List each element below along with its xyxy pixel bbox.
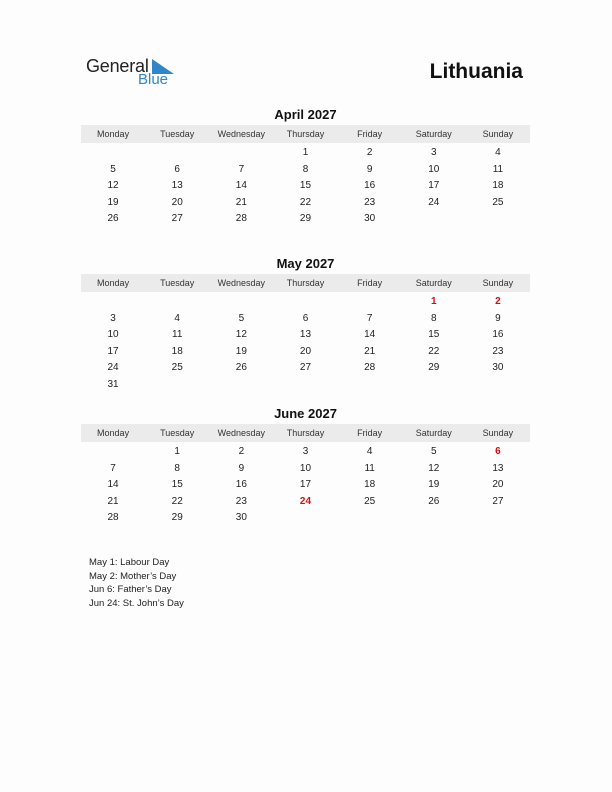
week-row xyxy=(81,327,530,344)
weekday-header-row xyxy=(81,424,530,442)
day-cell: 8 xyxy=(174,462,180,474)
empty-day-cell xyxy=(145,294,209,311)
day-cell: 30 xyxy=(492,362,504,373)
day-cell: 17 xyxy=(428,180,440,191)
day-cell: 12 xyxy=(235,329,247,340)
weekday-header: Monday xyxy=(97,428,130,438)
empty-day-cell xyxy=(81,145,145,162)
day-cell: 25 xyxy=(171,362,183,373)
day-cell: 15 xyxy=(171,479,183,490)
day-cell: 1 xyxy=(430,296,437,307)
week-row xyxy=(81,494,530,511)
day-cell: 25 xyxy=(364,495,376,507)
day-cell: 11 xyxy=(364,462,375,474)
weekday-header: Friday xyxy=(357,278,383,288)
weekday-header: Thursday xyxy=(286,129,325,139)
day-cell: 9 xyxy=(495,312,501,324)
day-cell: 11 xyxy=(492,163,504,175)
month-title: April 2027 xyxy=(274,107,337,122)
month-april xyxy=(81,107,530,228)
day-cell: 4 xyxy=(366,446,373,457)
week-row xyxy=(81,444,530,461)
country-title: Lithuania xyxy=(429,60,523,83)
day-cell: 15 xyxy=(299,180,312,191)
empty-day-cell xyxy=(338,294,402,311)
month-title: May 2027 xyxy=(276,256,335,271)
week-row xyxy=(81,162,530,179)
day-cell: 1 xyxy=(302,147,309,158)
month-may xyxy=(81,256,530,393)
empty-day-cell xyxy=(273,510,337,527)
week-row xyxy=(81,461,530,478)
weekday-header: Wednesday xyxy=(217,278,266,288)
weekday-header: Tuesday xyxy=(160,428,195,438)
day-cell: 17 xyxy=(299,479,312,490)
day-cell: 15 xyxy=(428,329,440,340)
day-cell: 21 xyxy=(235,196,247,208)
day-cell: 8 xyxy=(430,312,437,324)
day-cell: 29 xyxy=(171,512,183,523)
day-cell: 27 xyxy=(171,213,183,224)
day-cell: 22 xyxy=(299,196,312,208)
weekday-header: Friday xyxy=(357,129,383,139)
day-cell: 2 xyxy=(238,446,245,457)
empty-day-cell xyxy=(466,510,530,527)
holiday-note: Jun 24: St. John’s Day xyxy=(89,597,184,609)
empty-day-cell xyxy=(338,510,402,527)
day-cell: 5 xyxy=(238,312,245,324)
weekday-header-row xyxy=(81,125,530,143)
weekday-header: Saturday xyxy=(415,129,452,139)
weekday-header: Thursday xyxy=(286,428,325,438)
day-cell: 23 xyxy=(492,345,504,357)
day-cell: 24 xyxy=(299,495,312,507)
day-cell: 16 xyxy=(364,180,376,191)
empty-day-cell xyxy=(466,377,530,394)
day-cell: 11 xyxy=(172,329,183,340)
day-cell: 17 xyxy=(107,345,119,357)
day-cell: 4 xyxy=(174,312,180,324)
empty-day-cell xyxy=(209,294,273,311)
day-cell: 26 xyxy=(235,362,247,373)
empty-day-cell xyxy=(338,377,402,394)
day-cell: 30 xyxy=(364,213,376,224)
weekday-header: Sunday xyxy=(482,278,514,288)
day-cell: 6 xyxy=(302,312,309,324)
day-cell: 2 xyxy=(495,296,501,307)
day-cell: 7 xyxy=(110,462,116,474)
day-cell: 23 xyxy=(235,495,247,507)
week-row xyxy=(81,344,530,361)
weekday-header: Wednesday xyxy=(217,428,266,438)
day-cell: 9 xyxy=(238,462,245,474)
week-row xyxy=(81,477,530,494)
weekday-header: Friday xyxy=(357,428,383,438)
weekday-header: Saturday xyxy=(415,278,452,288)
day-cell: 27 xyxy=(492,495,504,507)
day-cell: 18 xyxy=(171,345,183,357)
day-cell: 28 xyxy=(364,362,376,373)
day-cell: 24 xyxy=(428,196,440,208)
holiday-note: May 1: Labour Day xyxy=(89,557,170,568)
day-cell: 28 xyxy=(235,213,247,224)
empty-day-cell xyxy=(145,377,209,394)
day-cell: 26 xyxy=(428,495,440,507)
day-cell: 8 xyxy=(302,163,309,175)
day-cell: 3 xyxy=(430,147,437,158)
week-rows xyxy=(81,145,530,228)
day-cell: 16 xyxy=(492,329,504,340)
day-cell: 31 xyxy=(107,378,119,390)
holiday-note: May 2: Mother’s Day xyxy=(89,570,177,582)
day-cell: 20 xyxy=(299,345,312,357)
day-cell: 7 xyxy=(238,163,245,175)
day-cell: 1 xyxy=(174,446,180,457)
weekday-header: Monday xyxy=(97,278,130,288)
holiday-note: Jun 6: Father’s Day xyxy=(89,584,172,595)
day-cell: 14 xyxy=(107,479,119,490)
day-cell: 18 xyxy=(364,479,376,490)
day-cell: 21 xyxy=(107,495,119,507)
day-cell: 14 xyxy=(235,180,247,191)
day-cell: 28 xyxy=(107,512,119,523)
empty-day-cell xyxy=(209,145,273,162)
weekday-header: Monday xyxy=(97,129,130,139)
week-row xyxy=(81,145,530,162)
day-cell: 16 xyxy=(235,479,247,490)
empty-day-cell xyxy=(81,444,145,461)
month-june xyxy=(81,406,530,527)
day-cell: 3 xyxy=(302,446,309,457)
day-cell: 24 xyxy=(107,362,119,373)
empty-day-cell xyxy=(145,145,209,162)
day-cell: 10 xyxy=(107,329,119,340)
day-cell: 21 xyxy=(364,345,376,357)
day-cell: 29 xyxy=(299,213,312,224)
day-cell: 3 xyxy=(110,312,116,324)
day-cell: 5 xyxy=(430,446,437,457)
week-row xyxy=(81,311,530,328)
weekday-header: Saturday xyxy=(415,428,452,438)
day-cell: 6 xyxy=(495,446,501,457)
empty-day-cell xyxy=(402,211,466,228)
logo-general-text: General xyxy=(86,56,149,76)
weekday-header-row xyxy=(81,274,530,292)
day-cell: 19 xyxy=(107,196,119,208)
day-cell: 13 xyxy=(492,462,504,474)
day-cell: 9 xyxy=(366,163,373,175)
day-cell: 6 xyxy=(174,163,180,175)
weekday-header: Tuesday xyxy=(160,129,195,139)
day-cell: 2 xyxy=(366,147,373,158)
day-cell: 19 xyxy=(235,345,247,357)
day-cell: 23 xyxy=(364,196,376,208)
week-row xyxy=(81,510,530,527)
empty-day-cell xyxy=(402,510,466,527)
day-cell: 7 xyxy=(366,312,373,324)
day-cell: 22 xyxy=(171,495,183,507)
logo xyxy=(86,56,196,92)
day-cell: 10 xyxy=(428,163,440,175)
day-cell: 29 xyxy=(428,362,440,373)
day-cell: 20 xyxy=(171,196,183,208)
day-cell: 5 xyxy=(110,163,116,175)
week-row xyxy=(81,377,530,394)
day-cell: 14 xyxy=(364,329,376,340)
week-row xyxy=(81,294,530,311)
empty-day-cell xyxy=(466,211,530,228)
day-cell: 13 xyxy=(171,180,183,191)
week-row xyxy=(81,360,530,377)
day-cell: 10 xyxy=(299,462,312,474)
week-rows xyxy=(81,294,530,393)
weekday-header: Wednesday xyxy=(217,129,266,139)
week-row xyxy=(81,195,530,212)
empty-day-cell xyxy=(273,377,337,394)
day-cell: 4 xyxy=(495,147,501,158)
month-title: June 2027 xyxy=(274,406,337,421)
day-cell: 25 xyxy=(492,196,504,208)
empty-day-cell xyxy=(81,294,145,311)
logo-blue-text: Blue xyxy=(138,71,169,88)
week-rows xyxy=(81,444,530,527)
holiday-notes xyxy=(89,556,184,610)
day-cell: 20 xyxy=(492,479,504,490)
empty-day-cell xyxy=(402,377,466,394)
day-cell: 19 xyxy=(428,479,440,490)
week-row xyxy=(81,211,530,228)
weekday-header: Tuesday xyxy=(160,278,195,288)
empty-day-cell xyxy=(273,294,337,311)
weekday-header: Thursday xyxy=(286,278,325,288)
day-cell: 13 xyxy=(299,329,312,340)
weekday-header: Sunday xyxy=(482,129,514,139)
day-cell: 27 xyxy=(299,362,312,373)
day-cell: 12 xyxy=(107,180,119,191)
empty-day-cell xyxy=(209,377,273,394)
day-cell: 22 xyxy=(428,345,440,357)
day-cell: 26 xyxy=(107,213,119,224)
day-cell: 12 xyxy=(428,462,440,474)
day-cell: 18 xyxy=(492,180,504,191)
weekday-header: Sunday xyxy=(482,428,514,438)
week-row xyxy=(81,178,530,195)
day-cell: 30 xyxy=(235,512,247,523)
